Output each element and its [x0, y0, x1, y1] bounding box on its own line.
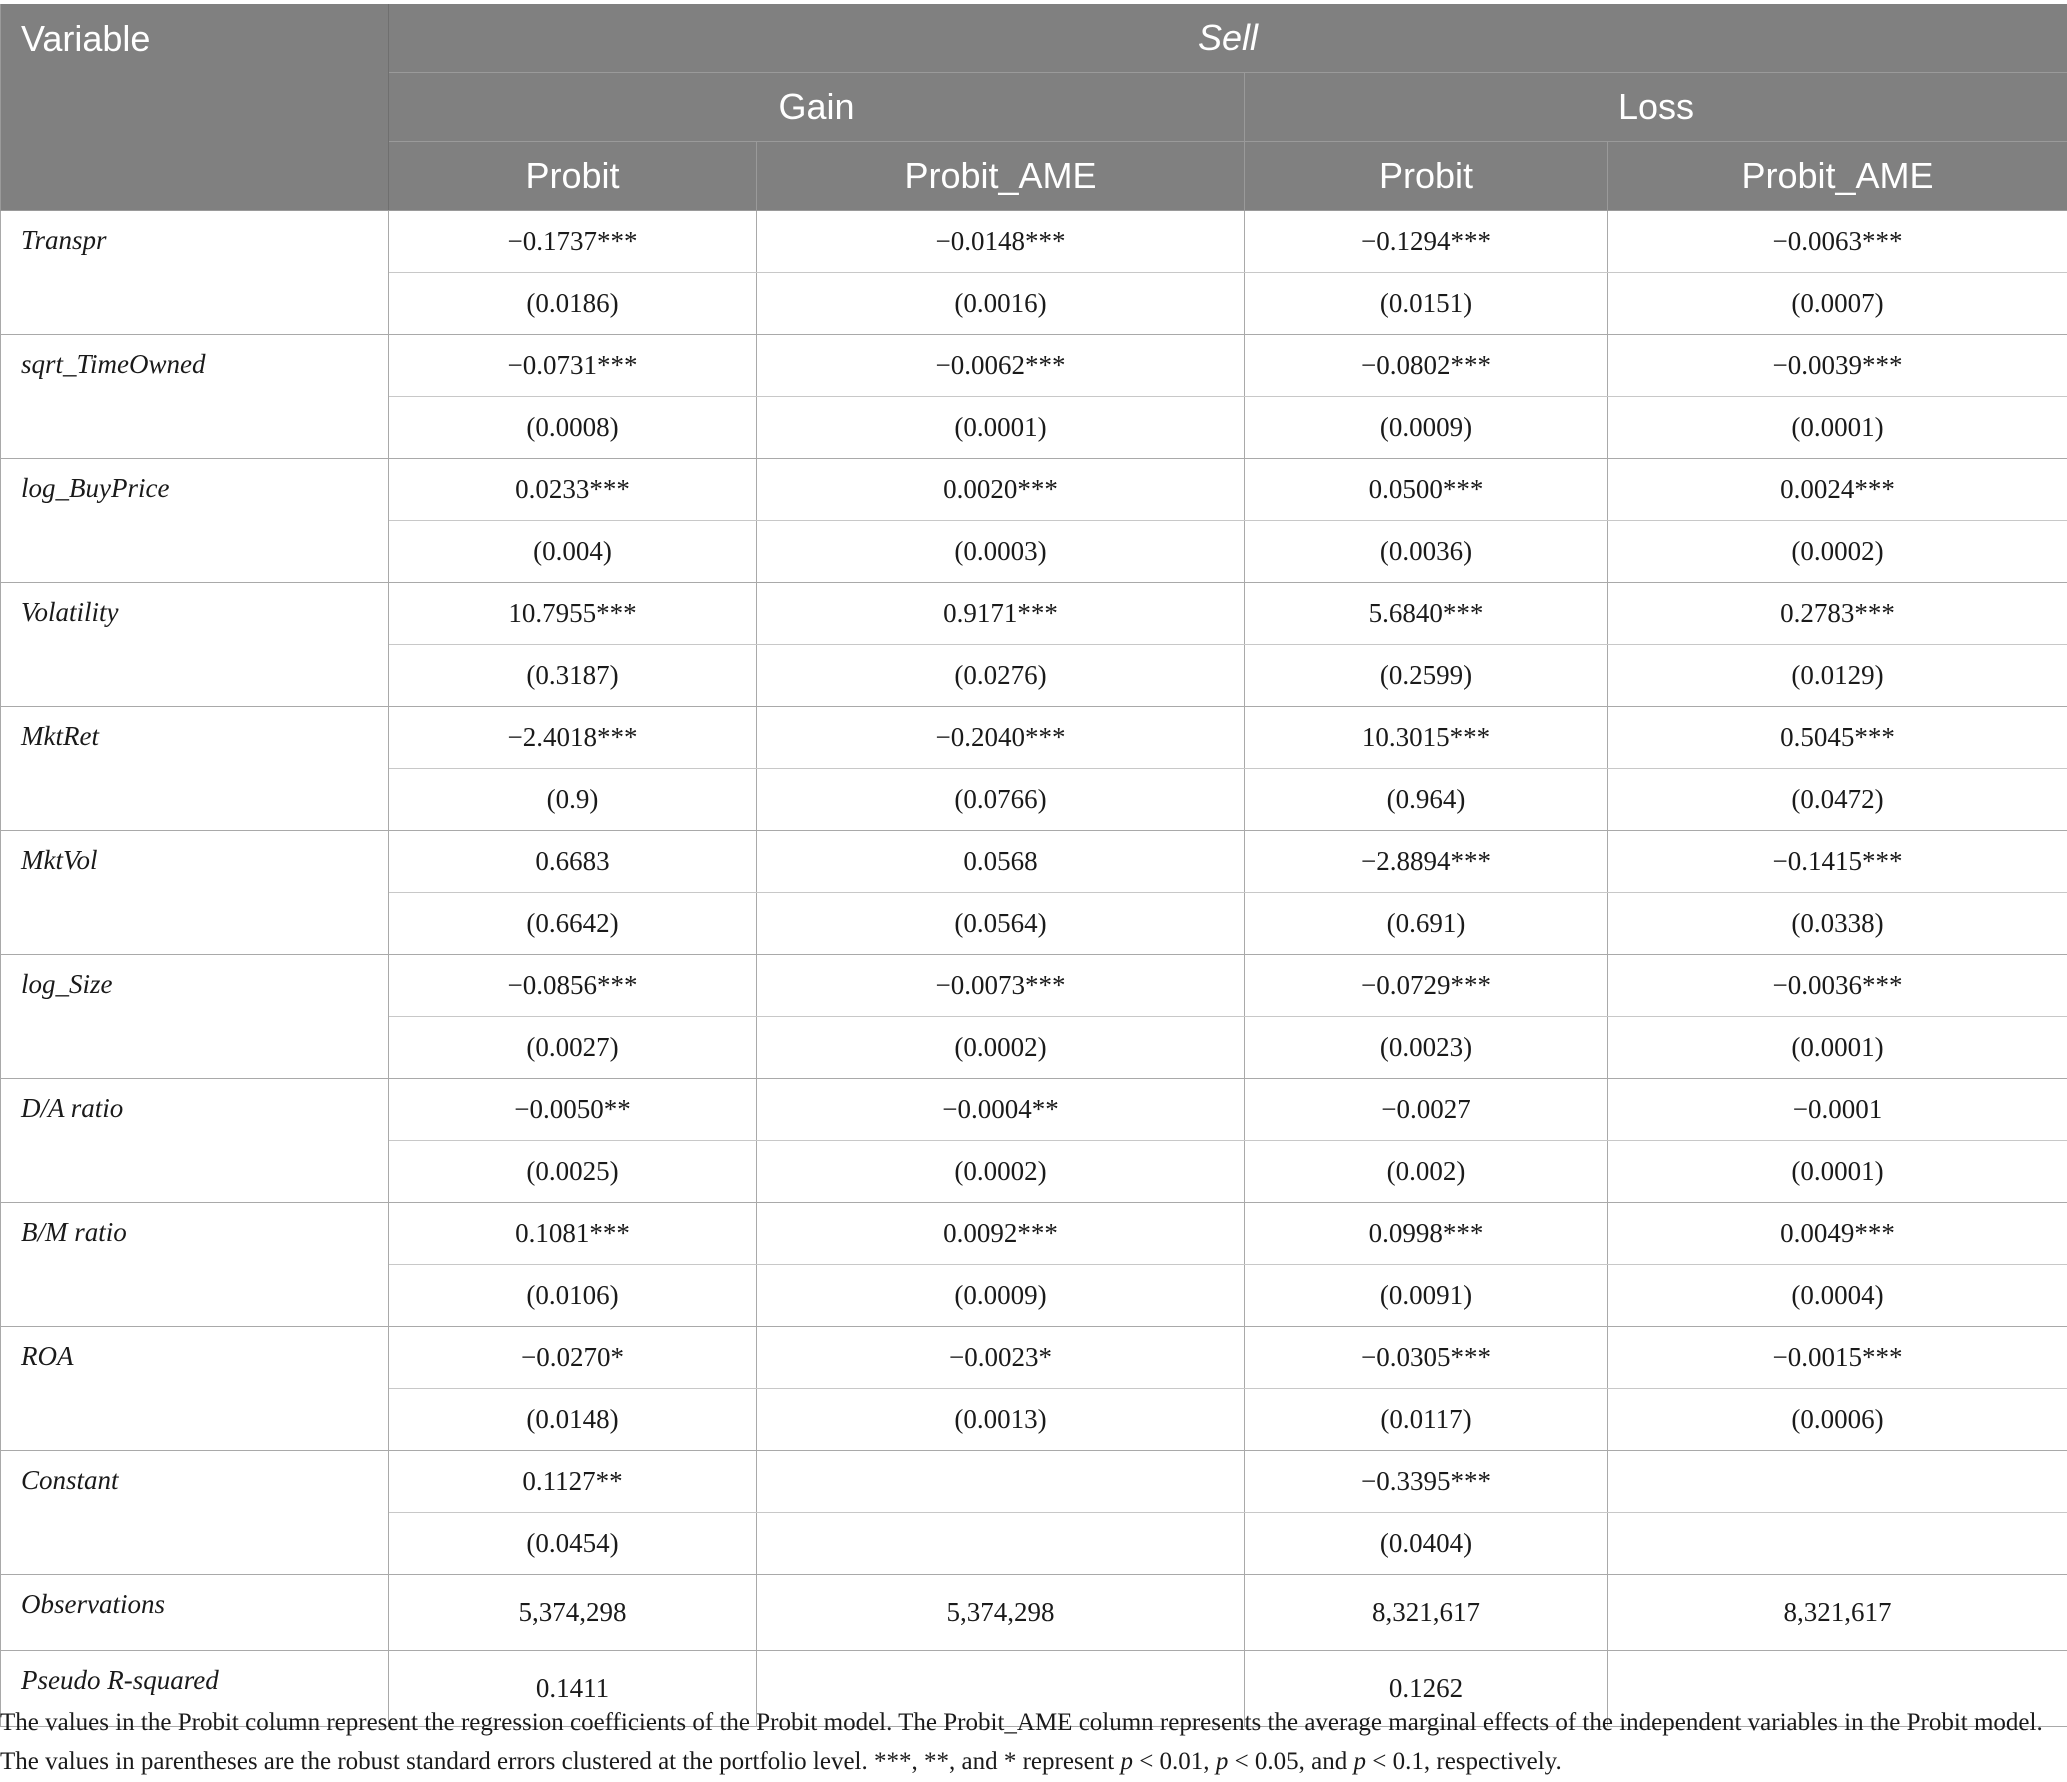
std-error-cell: (0.0117) — [1245, 1389, 1608, 1451]
std-error-cell: (0.0008) — [389, 397, 757, 459]
std-error-cell: (0.0129) — [1608, 645, 2067, 707]
std-error-cell: (0.0002) — [757, 1017, 1245, 1079]
std-error-cell — [1608, 1513, 2067, 1575]
row-label: MktVol — [1, 831, 389, 955]
coefficient-cell: 0.0049*** — [1608, 1203, 2067, 1265]
coefficient-cell: 0.6683 — [389, 831, 757, 893]
value-cell: 5,374,298 — [389, 1575, 757, 1651]
row-label: Constant — [1, 1451, 389, 1575]
coefficient-cell: −0.0004** — [757, 1079, 1245, 1141]
coefficient-cell: −0.0039*** — [1608, 335, 2067, 397]
coefficient-cell: 0.0568 — [757, 831, 1245, 893]
std-error-cell: (0.0006) — [1608, 1389, 2067, 1451]
std-error-cell: (0.6642) — [389, 893, 757, 955]
std-error-cell: (0.964) — [1245, 769, 1608, 831]
coefficient-cell: −0.0148*** — [757, 211, 1245, 273]
gain-header: Gain — [389, 73, 1245, 142]
std-error-cell: (0.0151) — [1245, 273, 1608, 335]
coefficient-cell: −0.2040*** — [757, 707, 1245, 769]
std-error-cell: (0.0001) — [1608, 1017, 2067, 1079]
std-error-cell: (0.0106) — [389, 1265, 757, 1327]
table-row — [1, 335, 2067, 397]
std-error-cell: (0.0004) — [1608, 1265, 2067, 1327]
loss-probit-ame-header: Probit_AME — [1608, 142, 2067, 211]
table-row — [1, 459, 2067, 521]
coefficient-cell: −0.1294*** — [1245, 211, 1608, 273]
coefficient-cell: −0.0062*** — [757, 335, 1245, 397]
coefficient-cell: 0.0500*** — [1245, 459, 1608, 521]
loss-probit-header: Probit — [1245, 142, 1608, 211]
row-label: MktRet — [1, 707, 389, 831]
value-cell: 8,321,617 — [1608, 1575, 2067, 1651]
std-error-cell: (0.0009) — [1245, 397, 1608, 459]
table-row — [1, 1203, 2067, 1265]
table-row — [1, 1327, 2067, 1389]
value-cell: 5,374,298 — [757, 1575, 1245, 1651]
std-error-cell — [757, 1513, 1245, 1575]
gain-probit-header: Probit — [389, 142, 757, 211]
std-error-cell: (0.0036) — [1245, 521, 1608, 583]
coefficient-cell: −0.0036*** — [1608, 955, 2067, 1017]
std-error-cell: (0.0002) — [1608, 521, 2067, 583]
std-error-cell: (0.0454) — [389, 1513, 757, 1575]
coefficient-cell: −0.0050** — [389, 1079, 757, 1141]
footnote-text: < 0.1, respectively. — [1366, 1748, 1562, 1775]
std-error-cell: (0.004) — [389, 521, 757, 583]
row-label: B/M ratio — [1, 1203, 389, 1327]
footnote-p: p — [1353, 1748, 1367, 1775]
coefficient-cell: 0.2783*** — [1608, 583, 2067, 645]
row-label: log_BuyPrice — [1, 459, 389, 583]
value-cell: 0.1262 — [1245, 1651, 1608, 1727]
coefficient-cell: 10.7955*** — [389, 583, 757, 645]
std-error-cell: (0.0001) — [1608, 397, 2067, 459]
std-error-cell: (0.0148) — [389, 1389, 757, 1451]
std-error-cell: (0.0025) — [389, 1141, 757, 1203]
value-cell: 8,321,617 — [1245, 1575, 1608, 1651]
coefficient-cell: −0.0270* — [389, 1327, 757, 1389]
std-error-cell: (0.0091) — [1245, 1265, 1608, 1327]
value-cell: 0.1411 — [389, 1651, 757, 1727]
coefficient-cell — [757, 1451, 1245, 1513]
std-error-cell: (0.9) — [389, 769, 757, 831]
table-footnote — [0, 1703, 2060, 1781]
coefficient-cell: 0.1127** — [389, 1451, 757, 1513]
std-error-cell: (0.0472) — [1608, 769, 2067, 831]
std-error-cell: (0.0016) — [757, 273, 1245, 335]
std-error-cell: (0.0002) — [757, 1141, 1245, 1203]
std-error-cell: (0.0766) — [757, 769, 1245, 831]
std-error-cell: (0.0564) — [757, 893, 1245, 955]
coefficient-cell: 0.0020*** — [757, 459, 1245, 521]
std-error-cell: (0.691) — [1245, 893, 1608, 955]
coefficient-cell — [1608, 1451, 2067, 1513]
coefficient-cell: −0.0027 — [1245, 1079, 1608, 1141]
coefficient-cell: −0.0015*** — [1608, 1327, 2067, 1389]
std-error-cell: (0.0003) — [757, 521, 1245, 583]
row-label: sqrt_TimeOwned — [1, 335, 389, 459]
footnote-p: p — [1120, 1748, 1133, 1775]
table-row — [1, 583, 2067, 645]
row-label: Volatility — [1, 583, 389, 707]
std-error-cell: (0.0186) — [389, 273, 757, 335]
coefficient-cell: 0.1081*** — [389, 1203, 757, 1265]
std-error-cell: (0.0338) — [1608, 893, 2067, 955]
coefficient-cell: −0.0001 — [1608, 1079, 2067, 1141]
std-error-cell: (0.0404) — [1245, 1513, 1608, 1575]
coefficient-cell: −0.0073*** — [757, 955, 1245, 1017]
std-error-cell: (0.2599) — [1245, 645, 1608, 707]
table-row — [1, 1451, 2067, 1513]
footnote-text: The values in the Probit column represent the regression coefficients of the Probit model. The Probit_AME column represents the average marginal effects of the independent variables in the Probit model. The values in parentheses are the robust standard errors clustered at the portfolio level. ***, **, and * represent — [0, 1709, 2043, 1775]
footnote-text: < 0.01, — [1132, 1748, 1216, 1775]
gain-probit-ame-header: Probit_AME — [757, 142, 1245, 211]
coefficient-cell: −2.8894*** — [1245, 831, 1608, 893]
std-error-cell: (0.0013) — [757, 1389, 1245, 1451]
row-label: Pseudo R-squared — [1, 1651, 389, 1727]
coefficient-cell: −0.0063*** — [1608, 211, 2067, 273]
sell-header: Sell — [389, 4, 2067, 73]
std-error-cell: (0.0001) — [1608, 1141, 2067, 1203]
coefficient-cell: −0.0856*** — [389, 955, 757, 1017]
coefficient-cell: −0.0023* — [757, 1327, 1245, 1389]
coefficient-cell: 0.0024*** — [1608, 459, 2067, 521]
table-row — [1, 707, 2067, 769]
std-error-cell: (0.002) — [1245, 1141, 1608, 1203]
table-row — [1, 831, 2067, 893]
coefficient-cell: −2.4018*** — [389, 707, 757, 769]
std-error-cell: (0.0009) — [757, 1265, 1245, 1327]
coefficient-cell: 0.0092*** — [757, 1203, 1245, 1265]
std-error-cell: (0.0027) — [389, 1017, 757, 1079]
coefficient-cell: 0.9171*** — [757, 583, 1245, 645]
coefficient-cell: −0.3395*** — [1245, 1451, 1608, 1513]
table-body — [1, 211, 2067, 1727]
coefficient-cell: −0.0731*** — [389, 335, 757, 397]
std-error-cell: (0.3187) — [389, 645, 757, 707]
coefficient-cell: 0.0998*** — [1245, 1203, 1608, 1265]
variable-header: Variable — [1, 4, 389, 211]
coefficient-cell: 10.3015*** — [1245, 707, 1608, 769]
coefficient-cell: −0.1737*** — [389, 211, 757, 273]
coefficient-cell: 0.0233*** — [389, 459, 757, 521]
regression-table — [0, 4, 2067, 1727]
std-error-cell: (0.0007) — [1608, 273, 2067, 335]
coefficient-cell: −0.0729*** — [1245, 955, 1608, 1017]
coefficient-cell: −0.1415*** — [1608, 831, 2067, 893]
table-row — [1, 1079, 2067, 1141]
row-label: Transpr — [1, 211, 389, 335]
coefficient-cell: −0.0802*** — [1245, 335, 1608, 397]
row-label: log_Size — [1, 955, 389, 1079]
table-row — [1, 955, 2067, 1017]
std-error-cell: (0.0023) — [1245, 1017, 1608, 1079]
coefficient-cell: 0.5045*** — [1608, 707, 2067, 769]
row-label: Observations — [1, 1575, 389, 1651]
coefficient-cell: 5.6840*** — [1245, 583, 1608, 645]
row-label: D/A ratio — [1, 1079, 389, 1203]
table-row — [1, 1575, 2067, 1651]
std-error-cell: (0.0001) — [757, 397, 1245, 459]
std-error-cell: (0.0276) — [757, 645, 1245, 707]
footnote-text: < 0.05, and — [1228, 1748, 1354, 1775]
loss-header: Loss — [1245, 73, 2067, 142]
coefficient-cell: −0.0305*** — [1245, 1327, 1608, 1389]
footnote-p: p — [1215, 1748, 1229, 1775]
row-label: ROA — [1, 1327, 389, 1451]
table-row — [1, 211, 2067, 273]
